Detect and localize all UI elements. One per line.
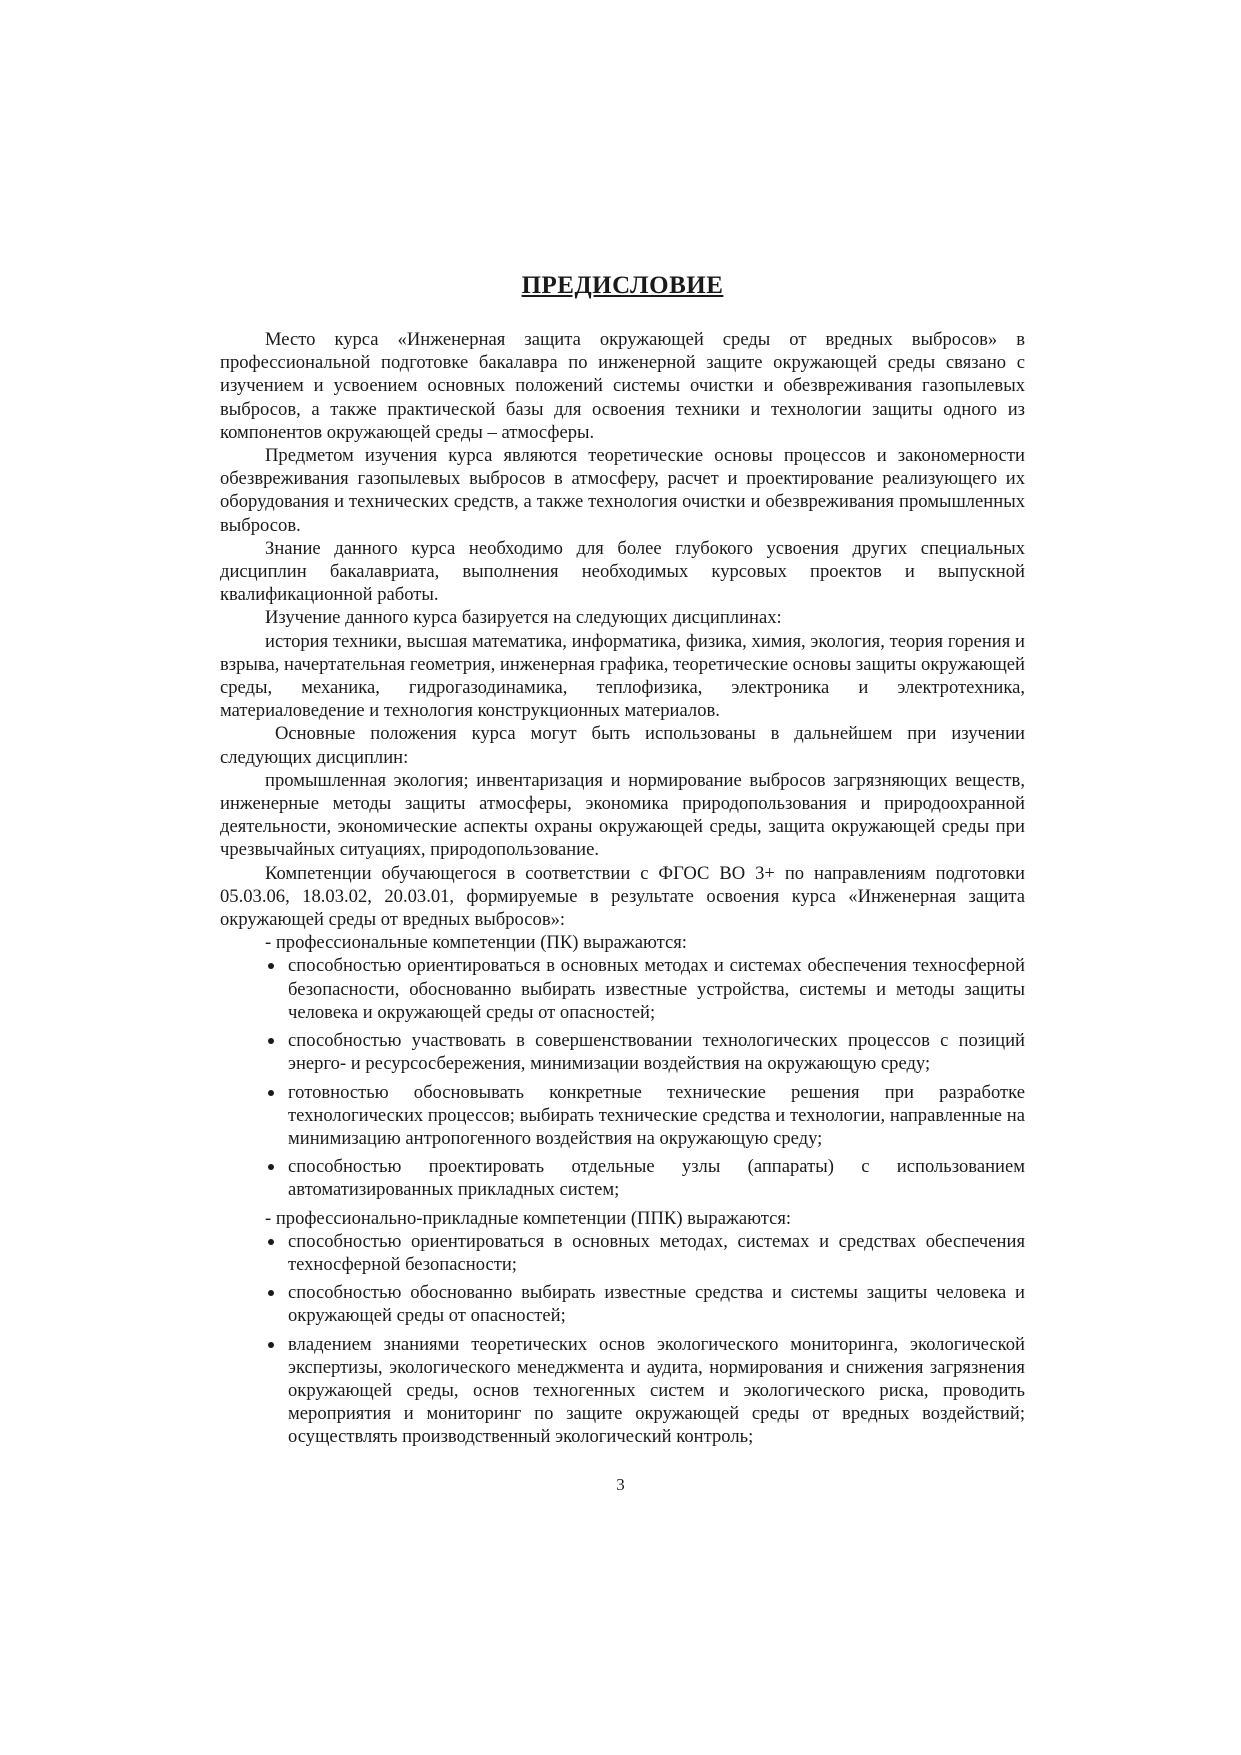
- list-item: готовностью обосновывать конкретные технические решения при разработке технологических процессов; выбирать технические средства и технологии, направленные на минимизацию антропогенного воздействия на окружающую среду;: [288, 1081, 1025, 1151]
- bullet-icon: [268, 1090, 274, 1096]
- list-item: способностью ориентироваться в основных методах и системах обеспечения техносферной безопасности, обоснованно выбирать известные устройства, системы и методы защиты человека и окружающей среды от опасностей;: [288, 954, 1025, 1024]
- page-content: [220, 272, 1025, 1454]
- ppk-heading: - профессионально-прикладные компетенции (ППК) выражаются:: [265, 1207, 792, 1229]
- bullet-icon: [268, 963, 274, 969]
- list-item: способностью участвовать в совершенствовании технологических процессов с позиций энерго- и ресурсосбережения, минимизации воздействия на окружающую среду;: [288, 1029, 1025, 1075]
- paragraph-competences-intro: Компетенции обучающегося в соответствии с ФГОС ВО 3+ по направлениям подготовки 05.03.06, 18.03.02, 20.03.01, формируемые в результате освоения курса «Инженерная защита окружающей среды от вредных выбросов»:: [220, 862, 1025, 931]
- paragraph-prerequisites-list: история техники, высшая математика, информатика, физика, химия, экология, теория горения и взрыва, начертательная геометрия, инженерная графика, теоретические основы защиты окружающей среды, механика, гидрогазодинамика, теплофизика, электроника и электротехника, материаловедение и технология конструкционных материалов.: [220, 630, 1025, 722]
- list-item: владением знаниями теоретических основ экологического мониторинга, экологической экспертизы, экологического менеджмента и аудита, нормирования и снижения загрязнения окружающей среды, основ техногенных систем и экологического риска, проводить мероприятия и мониторинг по защите окружающей среды от вредных воздействий; осуществлять производственный экологический контроль;: [288, 1333, 1025, 1449]
- bullet-icon: [268, 1290, 274, 1296]
- paragraph-further-use-list: промышленная экология; инвентаризация и нормирование выбросов загрязняющих веществ, инженерные методы защиты атмосферы, экономика природопользования и природоохранной деятельности, экономические аспекты охраны окружающей среды, защита окружающей среды при чрезвычайных ситуациях, природопользование.: [220, 769, 1025, 861]
- page-title: ПРЕДИСЛОВИЕ: [521, 272, 724, 299]
- paragraph-prerequisites-intro: Изучение данного курса базируется на следующих дисциплинах:: [265, 607, 782, 629]
- paragraph-course-place: Место курса «Инженерная защита окружающей среды от вредных выбросов» в профессиональной подготовке бакалавра по инженерной защите окружающей среды связано с изучением и усвоением основных положений системы очистки и обезвреживания газопылевых выбросов, а также практической базы для освоения техники и технологии защиты одного из компонентов окружающей среды – атмосферы.: [220, 329, 1025, 443]
- ppk-list: [220, 1230, 1025, 1449]
- pk-list: [220, 954, 1025, 1201]
- page-number: 3: [616, 1475, 625, 1494]
- paragraph-course-subject: Предметом изучения курса являются теоретические основы процессов и закономерности обезвреживания газопылевых выбросов в атмосферу, расчет и проектирование реализующего их оборудования и технических средств, а также технология очистки и обезвреживания промышленных выбросов.: [220, 445, 1025, 536]
- bullet-icon: [268, 1239, 274, 1245]
- bullet-icon: [268, 1164, 274, 1170]
- bullet-icon: [268, 1342, 274, 1348]
- list-item: способностью обоснованно выбирать известные средства и системы защиты человека и окружающей среды от опасностей;: [288, 1281, 1025, 1327]
- list-item: способностью проектировать отдельные узлы (аппараты) с использованием автоматизированных прикладных систем;: [288, 1155, 1025, 1201]
- list-item: способностью ориентироваться в основных методах, системах и средствах обеспечения техносферной безопасности;: [288, 1230, 1025, 1276]
- paragraph-course-importance: Знание данного курса необходимо для более глубокого усвоения других специальных дисциплин бакалавриата, выполнения необходимых курсовых проектов и выпускной квалификационной работы.: [220, 537, 1025, 606]
- paragraph-further-use-intro: Основные положения курса могут быть использованы в дальнейшем при изучении следующих дисциплин:: [220, 723, 1025, 768]
- pk-heading: - профессиональные компетенции (ПК) выражаются:: [265, 932, 687, 954]
- bullet-icon: [268, 1038, 274, 1044]
